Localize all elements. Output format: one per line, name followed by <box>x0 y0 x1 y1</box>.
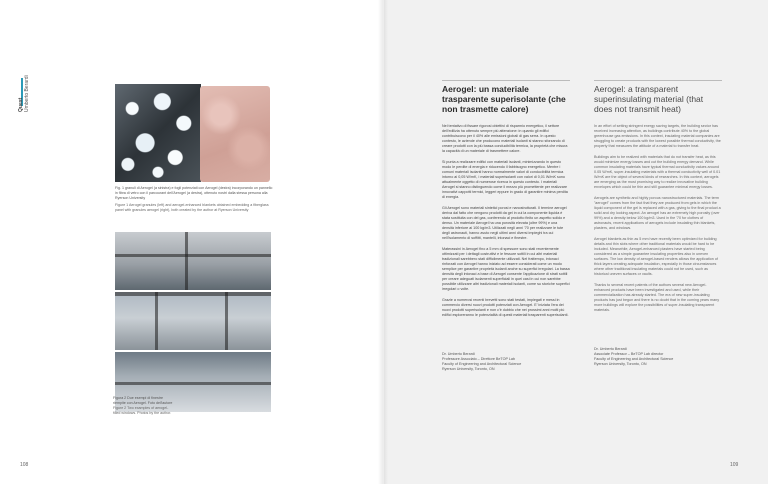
author-faculty: Faculty of Engineering and Architectural Science <box>594 357 674 361</box>
english-article-column <box>594 80 722 367</box>
english-paragraph: Buildings aim to be realized with materials that do not transfer heat, as this would minimize energy losses and cut the building energy demand. While common insulating materials have typical thermal conductivity values around 0.05 W/mK, super-insulating materials with a thermal conductivity well of 0.01 W/mK are the object of several kinds of researches. In this context, aerogels are emerging as the most promising way to realize innovative building envelopes which could be thin and still guarantee minimal energy losses. <box>594 155 721 189</box>
italian-paragraph: Materassini in Aerogel fino a 5 mm di spessore sono stati recentemente ottimizzati per i dettagli costruttivi e le fessure sottili in cui altri materiali tradizionali sarebbero stati difficilmente utilizzati. Nel frattempo, intonaci rinforzati con Aerogel hanno iniziato ad essere considerati come un modo semplice per garantire proprietà isolanti anche su superfici irregolari. La bassa densità degli intonaci a base di Aerogel consente l'applicazione di strati sottili per creare adeguati isolamenti superficiali in quei casi in cui non sarebbe possibile utilizzare altri tradizionali materiali isolanti, come su storiche superfici irregolari o volte. <box>442 247 570 291</box>
author-faculty: Faculty of Engineering and Architectural Science <box>442 362 522 366</box>
english-paragraph: Aerogels are synthetic and highly porous nanostructured materials. The term "aerogel" comes from the fact that they are produced from gels in which the liquid component of the gel is replaced with a gas, giving to the final product a solid and dry looking aspect. An aerogel has an extremely high porosity (over 99%) and a density below 100 kg/m3. Used in the '70 for clothes of astronauts, recent applications of aerogels include insulating thin blankets, plasters, and windows. <box>594 196 721 230</box>
section-side-label <box>18 75 30 112</box>
italian-paragraph: Nel tentativo di fissare rigorosi obiettivi di risparmio energetico, il settore dell'edilizia ha ottenuto sempre più attenzione: in quanto gli edifici contribuiscono per il 40% alle emissioni globali di gas serra. In questo contesto, le aziende che producono materiali isolanti si stanno sforzando di creare prodotti con la più bassa conducibilità termica, la proprietà che misura la capacità di un materiale di trasmettere calore. <box>442 124 568 153</box>
italian-paragraph: Gli Aerogel sono materiali sintetici porosi e nanostrutturati. Il termine aerogel deriva dal fatto che vengono prodotti da gel in cui la componente liquida è stata sostituita con del gas, conferendo al prodotto finito un aspetto solido e denso. Un materiale Aerogel ha una porosità elevata (oltre 99%) e una densità inferiore ai 100 kg/m3. Utilizzati negli anni '70 per realizzare le tute degli astronauti, hanno avuto negli ultimi anni diversi impieghi tra cui nell'isolamento di soffitti, mantelli, intonaci e finestre. <box>442 206 567 240</box>
author-name: Dr. Umberto Berardi <box>594 347 627 351</box>
english-title: Aerogel: a transparent superinsulating material (that does not transmit heat) <box>594 80 722 114</box>
aerogel-blanket-photo <box>200 86 270 182</box>
section-name: Quest <box>18 97 24 112</box>
english-paragraph: Aerogel blankets as thin as 5 mm have recently been optimized for building details and thin slots where other traditional materials would be hard to be included. Meanwhile, Aerogel-enhanced plasters have started being considered as a simple guarantee insulating properties also in uneven surfaces. The low density of aerogel-based renders allows the application of thick layers creating adequate insulation, especially in those circumstances where other traditional insulating materials could not be used, such as historical uneven surfaces or vaults. <box>594 237 718 276</box>
italian-paragraph: Si punta a realizzare edifici con materiali isolanti, minimizzando in questo modo le perdite di energia e riducendo il fabbisogno energetico. Mentre i comuni materiali isolanti hanno normalmente valori di conducibilità termica intorno ai 0,05 W/mK, i materiali superisolanti con valori di 0,01 W/mK sono attualmente oggetto di numerose ricerca in questo contesto. I materiali Aerogel si stanno distinguendo come il mezzo più promettente per realizzare innovativi cappotti termici, leggeri eppure in grado di garantire minima perdita di energia. <box>442 160 568 199</box>
english-paragraph: Thanks to several recent patents of the authors several new Aerogel-enhanced products have been investigated and used, while their commercialization has already started. The era of new super-insulating products has just begun and there is no doubt that in the coming years many more buildings will explore the possibilities of super-insulating transparent materials. <box>594 283 720 312</box>
italian-paragraph: Grazie a numerosi recenti brevetti sono stati testati, impiegati e messi in commercio diversi nuovi prodotti potenziati con Aerogel. E' iniziata l'era dei nuovi prodotti superisolanti e non c'è dubbio che nei prossimi anni molti più edifici esploreranno le potenzialità di questi materiali trasparenti superisolanti. <box>442 298 569 317</box>
page-number-right: 109 <box>730 462 739 468</box>
author-role: Associate Professor – BeTOP Lab director <box>594 352 664 356</box>
figure-1-caption-it: Fig. 1 granuli di Aerogel (a sinistra) e fogli potenziati con Aerogel (destra) incorporando un pannello in fibra di vetro con il parcourant dell'Aerogel (a destra), ottenuto nostri dalla stessa persona alla Ryerson University <box>115 186 273 200</box>
author-university: Ryerson University, Toronto, ON <box>594 362 647 366</box>
figure-2-caption-en: Figure 2 Two examples of aerogel-filled windows. Photos by the author. <box>113 406 172 415</box>
aerogel-window-photo-2 <box>115 292 271 350</box>
page-number-left: 108 <box>20 462 29 468</box>
author-university: Ryerson University, Toronto, ON <box>442 367 495 371</box>
author-role: Professore Associato – Direttore BeTOP Lab <box>442 357 516 361</box>
aerogel-window-photo-1 <box>115 232 271 290</box>
english-paragraph: In an effort of setting stringent energy saving targets, the building sector has received increasing attention, as buildings contribute 40% to the global greenhouse gas emissions. In this context, insulating material companies are struggling to create products with the lowest possible thermal conductivity, the property that measures the attitude of a material to transfer heat. <box>594 124 721 148</box>
figure-2-caption-it: Figura 2 Due esempi di finestre riempite con Aerogel. Foto dell'autore <box>113 396 173 405</box>
aerogel-granules-photo <box>115 84 201 182</box>
english-author-block <box>594 347 722 367</box>
figure-2-caption <box>113 396 173 416</box>
section-author: Umberto Berardi <box>24 75 30 112</box>
book-gutter <box>378 0 388 484</box>
italian-author-block <box>442 352 570 372</box>
italian-article-column <box>442 80 570 372</box>
italian-title: Aerogel: un materiale trasparente superisolante (che non trasmette calore) <box>442 80 570 114</box>
author-name: Dr. Umberto Berardi <box>442 352 475 356</box>
figure-1-caption-en: Figure 1 Aerogel granules (left) and aerogel-enhanced blankets obtained embedding a fiberglass panel with granules aerogel (right), both created by the author at Ryerson University <box>115 203 269 212</box>
figure-1-caption <box>115 186 275 213</box>
